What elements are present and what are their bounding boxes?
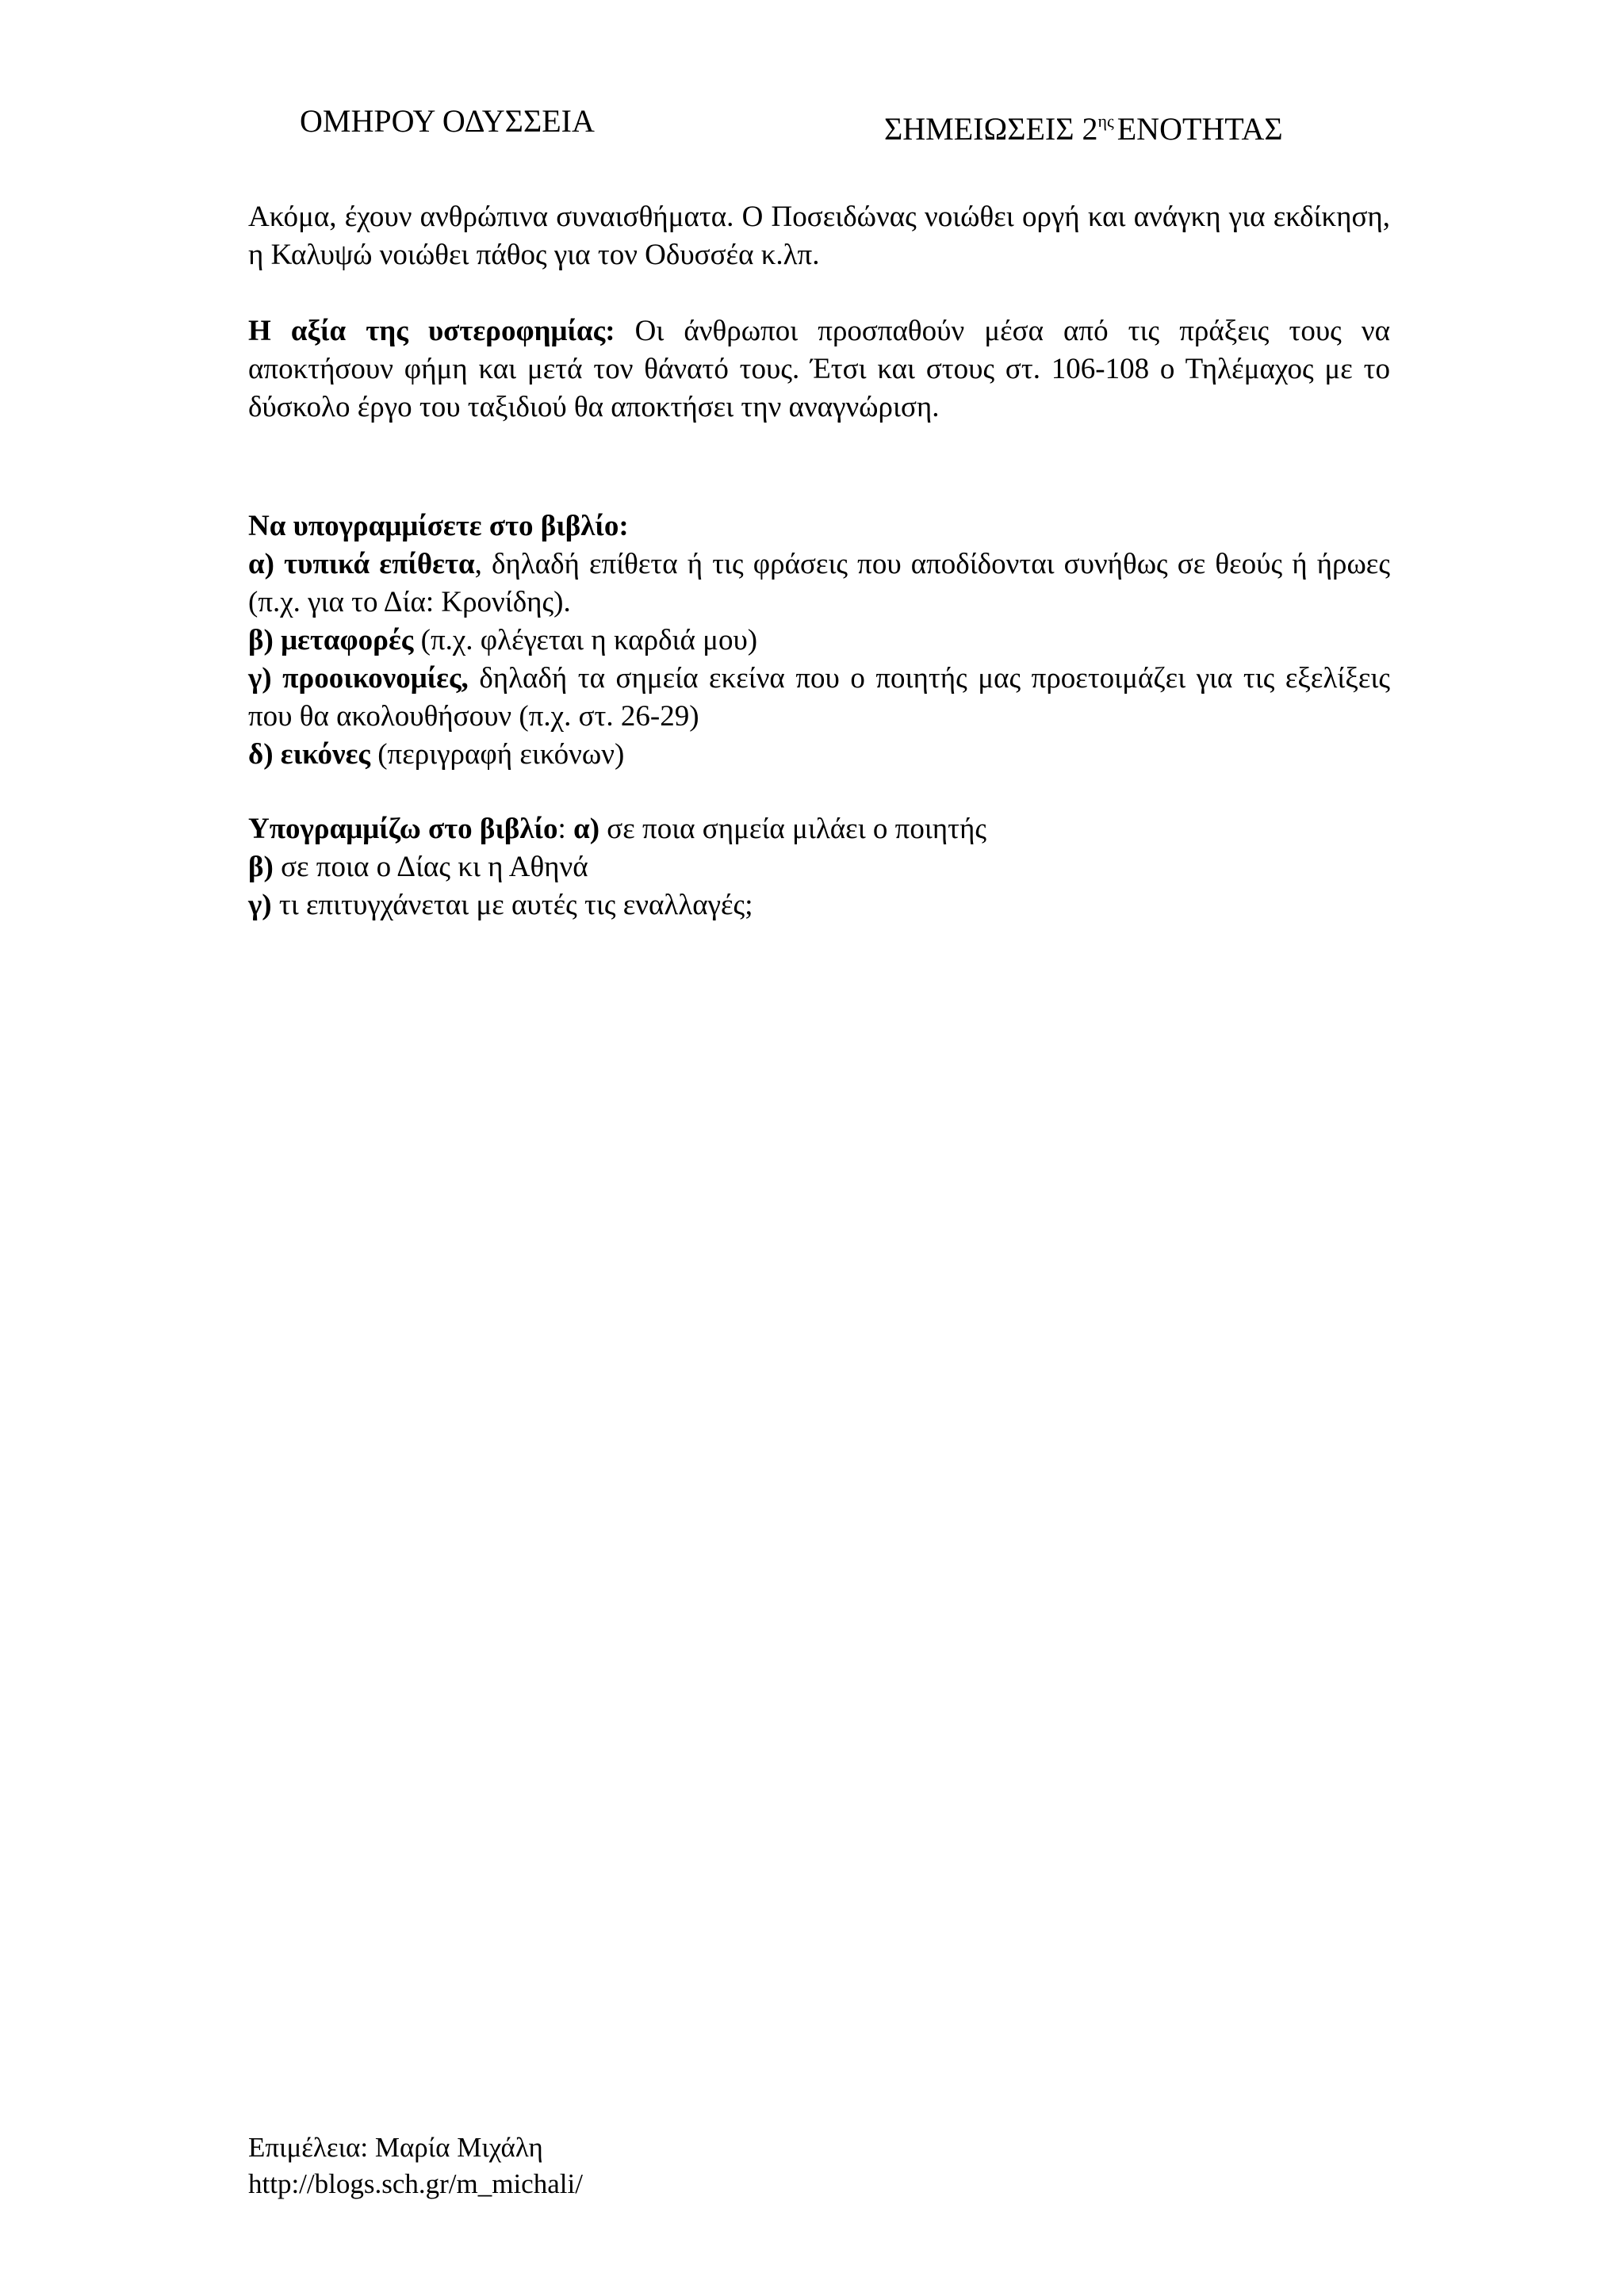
footer-url: http://blogs.sch.gr/m_michali/ xyxy=(248,2168,583,2199)
underline-section-title: Να υπογραμμίσετε στο βιβλίο: xyxy=(248,510,629,542)
list-item-text: σε ποια ο Δίας κι η Αθηνά xyxy=(273,851,588,883)
footer-editor: Επιμέλεια: Μαρία Μιχάλη xyxy=(248,2132,543,2163)
paragraph-emotions-text: Ακόμα, έχουν ανθρώπινα συναισθήματα. Ο Ποσειδώνας νοιώθει οργή και ανάγκη για εκδίκηση, η Καλυψώ νοιώθει πάθος για τον Οδυσσέα κ.λπ. xyxy=(248,201,1390,271)
list-item-label: γ) xyxy=(248,889,272,921)
list-item-text: τι επιτυγχάνεται με αυτές τις εναλλαγές; xyxy=(271,889,753,921)
paragraph-fame-text: Οι άνθρωποι προσπαθούν μέσα από τις πράξεις τους να αποκτήσουν φήμη και μετά τον θάνατό τους. Έτσι και στους στ. 106-108 ο Τηλέμαχος με το δύσκολο έργο του ταξιδιού θα αποκτήσει την αναγνώριση. xyxy=(248,315,1391,423)
paragraph-emotions xyxy=(248,198,1390,274)
list-item xyxy=(248,848,1390,886)
header-right-superscript: ης xyxy=(1097,111,1114,131)
list-item xyxy=(248,736,1390,774)
underline-section-title-line xyxy=(248,507,1390,545)
underline-book-section xyxy=(248,810,1390,924)
header-title-right xyxy=(884,101,1283,149)
underline-book-colon: : xyxy=(557,813,574,845)
list-item-label: γ) προοικονομίες, xyxy=(248,662,469,695)
list-item xyxy=(248,660,1390,736)
list-item xyxy=(248,886,1390,924)
list-item-text: σε ποια σημεία μιλάει ο ποιητής xyxy=(599,813,987,845)
list-item-label: α) τυπικά επίθετα xyxy=(248,548,475,580)
underline-book-title: Υπογραμμίζω στο βιβλίο xyxy=(248,813,558,845)
list-item-text: (π.χ. φλέγεται η καρδιά μου) xyxy=(413,624,758,656)
list-item-text: δηλαδή τα σημεία εκείνα που ο ποιητής μας προετοιμάζει για τις εξελίξεις που θα ακολουθήσουν (π.χ. στ. 26-29) xyxy=(248,662,1390,733)
header-right-pre: ΣΗΜΕΙΩΣΕΙΣ 2 xyxy=(884,111,1098,147)
list-item-label: δ) εικόνες xyxy=(248,738,370,771)
underline-book-first-line xyxy=(248,810,1390,848)
list-item-text: , δηλαδή επίθετα ή τις φράσεις που αποδίδονται συνήθως σε θεούς ή ήρωες (π.χ. για το Δία: Κρονίδης). xyxy=(248,548,1390,618)
list-item-label: β) xyxy=(248,851,274,883)
list-item-text: (περιγραφή εικόνων) xyxy=(370,738,625,771)
paragraph-fame xyxy=(248,312,1390,427)
list-item xyxy=(248,622,1390,660)
list-item-label: β) μεταφορές xyxy=(248,624,414,656)
page-footer xyxy=(248,2130,583,2202)
header-right-post: ΕΝΟΤΗΤΑΣ xyxy=(1116,111,1283,147)
list-item-label: α) xyxy=(573,813,600,845)
paragraph-fame-label: Η αξία της υστεροφημίας: xyxy=(248,315,615,347)
page-header xyxy=(0,101,1624,147)
paragraph-fame-body xyxy=(248,312,1390,427)
header-title-left: ΟΜΗΡΟΥ ΟΔΥΣΣΕΙΑ xyxy=(300,103,595,139)
list-item xyxy=(248,545,1390,622)
underline-section xyxy=(248,507,1390,774)
